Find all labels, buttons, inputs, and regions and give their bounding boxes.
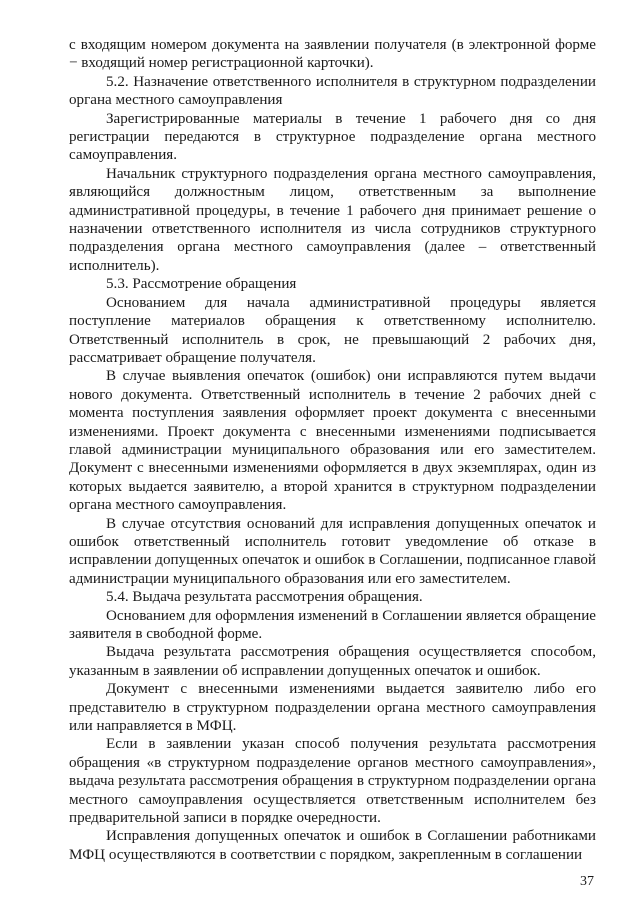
paragraph: Основанием для начала административной процедуры является поступление материалов обращения к ответственному исполнителю. Ответственный исполнитель в срок, не превышающий 2 рабочих дня, рассматривает обращение получателя.: [69, 294, 596, 366]
document-body: [69, 36, 596, 864]
paragraph-continuation: с входящим номером документа на заявлении получателя (в электронной форме − входящий номер регистрационной карточки).: [69, 37, 596, 72]
section-heading-5-3: 5.3. Рассмотрение обращения: [106, 276, 297, 293]
section-heading-5-2: 5.2. Назначение ответственного исполнителя в структурном подразделении органа местного самоуправления: [69, 73, 596, 109]
paragraph: Выдача результата рассмотрения обращения осуществляется способом, указанным в заявлении об исправлении допущенных опечаток и ошибок.: [69, 644, 596, 679]
paragraph: В случае отсутствия оснований для исправления допущенных опечаток и ошибок ответственный исполнитель готовит уведомление об отказе в исправлении допущенных опечаток и ошибок в Соглашении, подписанное главой администрации муниципального образования или его заместителем.: [69, 515, 596, 587]
paragraph: Начальник структурного подразделения органа местного самоуправления, являющийся должностным лицом, ответственным за выполнение административной процедуры, в течение 1 рабочего дня принимает решение о назначении ответственного исполнителя из числа сотрудников структурного подразделения органа местного самоуправления (далее – ответственный исполнитель).: [69, 165, 596, 274]
paragraph: Зарегистрированные материалы в течение 1 рабочего дня со дня регистрации передаются в структурное подразделение органа местного самоуправления.: [69, 110, 596, 164]
paragraph: Документ с внесенными изменениями выдается заявителю либо его представителю в структурном подразделении органа местного самоуправления или направляется в МФЦ.: [69, 681, 596, 735]
paragraph: Если в заявлении указан способ получения результата рассмотрения обращения «в структурном подразделение органов местного самоуправления», выдача результата рассмотрения обращения в структурном подразделении органа местного самоуправления осуществляется ответственным исполнителем без предварительной записи в порядке очередности.: [69, 736, 596, 827]
page-number: 37: [580, 874, 594, 889]
paragraph: Исправления допущенных опечаток и ошибок в Соглашении работниками МФЦ осуществляются в соответствии с порядком, закрепленным в соглашении: [69, 828, 596, 863]
paragraph: В случае выявления опечаток (ошибок) они исправляются путем выдачи нового документа. Ответственный исполнитель в течение 2 рабочих дней с момента поступления заявления оформляет проект документа с внесенными изменениями. Проект документа с внесенными изменениями подписывается главой администрации муниципального образования или его заместителем. Документ с внесенными изменениями оформляется в двух экземплярах, один из которых выдается заявителю, а второй хранится в структурном подразделении органа местного самоуправления.: [69, 368, 596, 514]
paragraph: Основанием для оформления изменений в Соглашении является обращение заявителя в свободной форме.: [69, 607, 596, 642]
section-heading-5-4: 5.4. Выдача результата рассмотрения обращения.: [106, 589, 423, 606]
